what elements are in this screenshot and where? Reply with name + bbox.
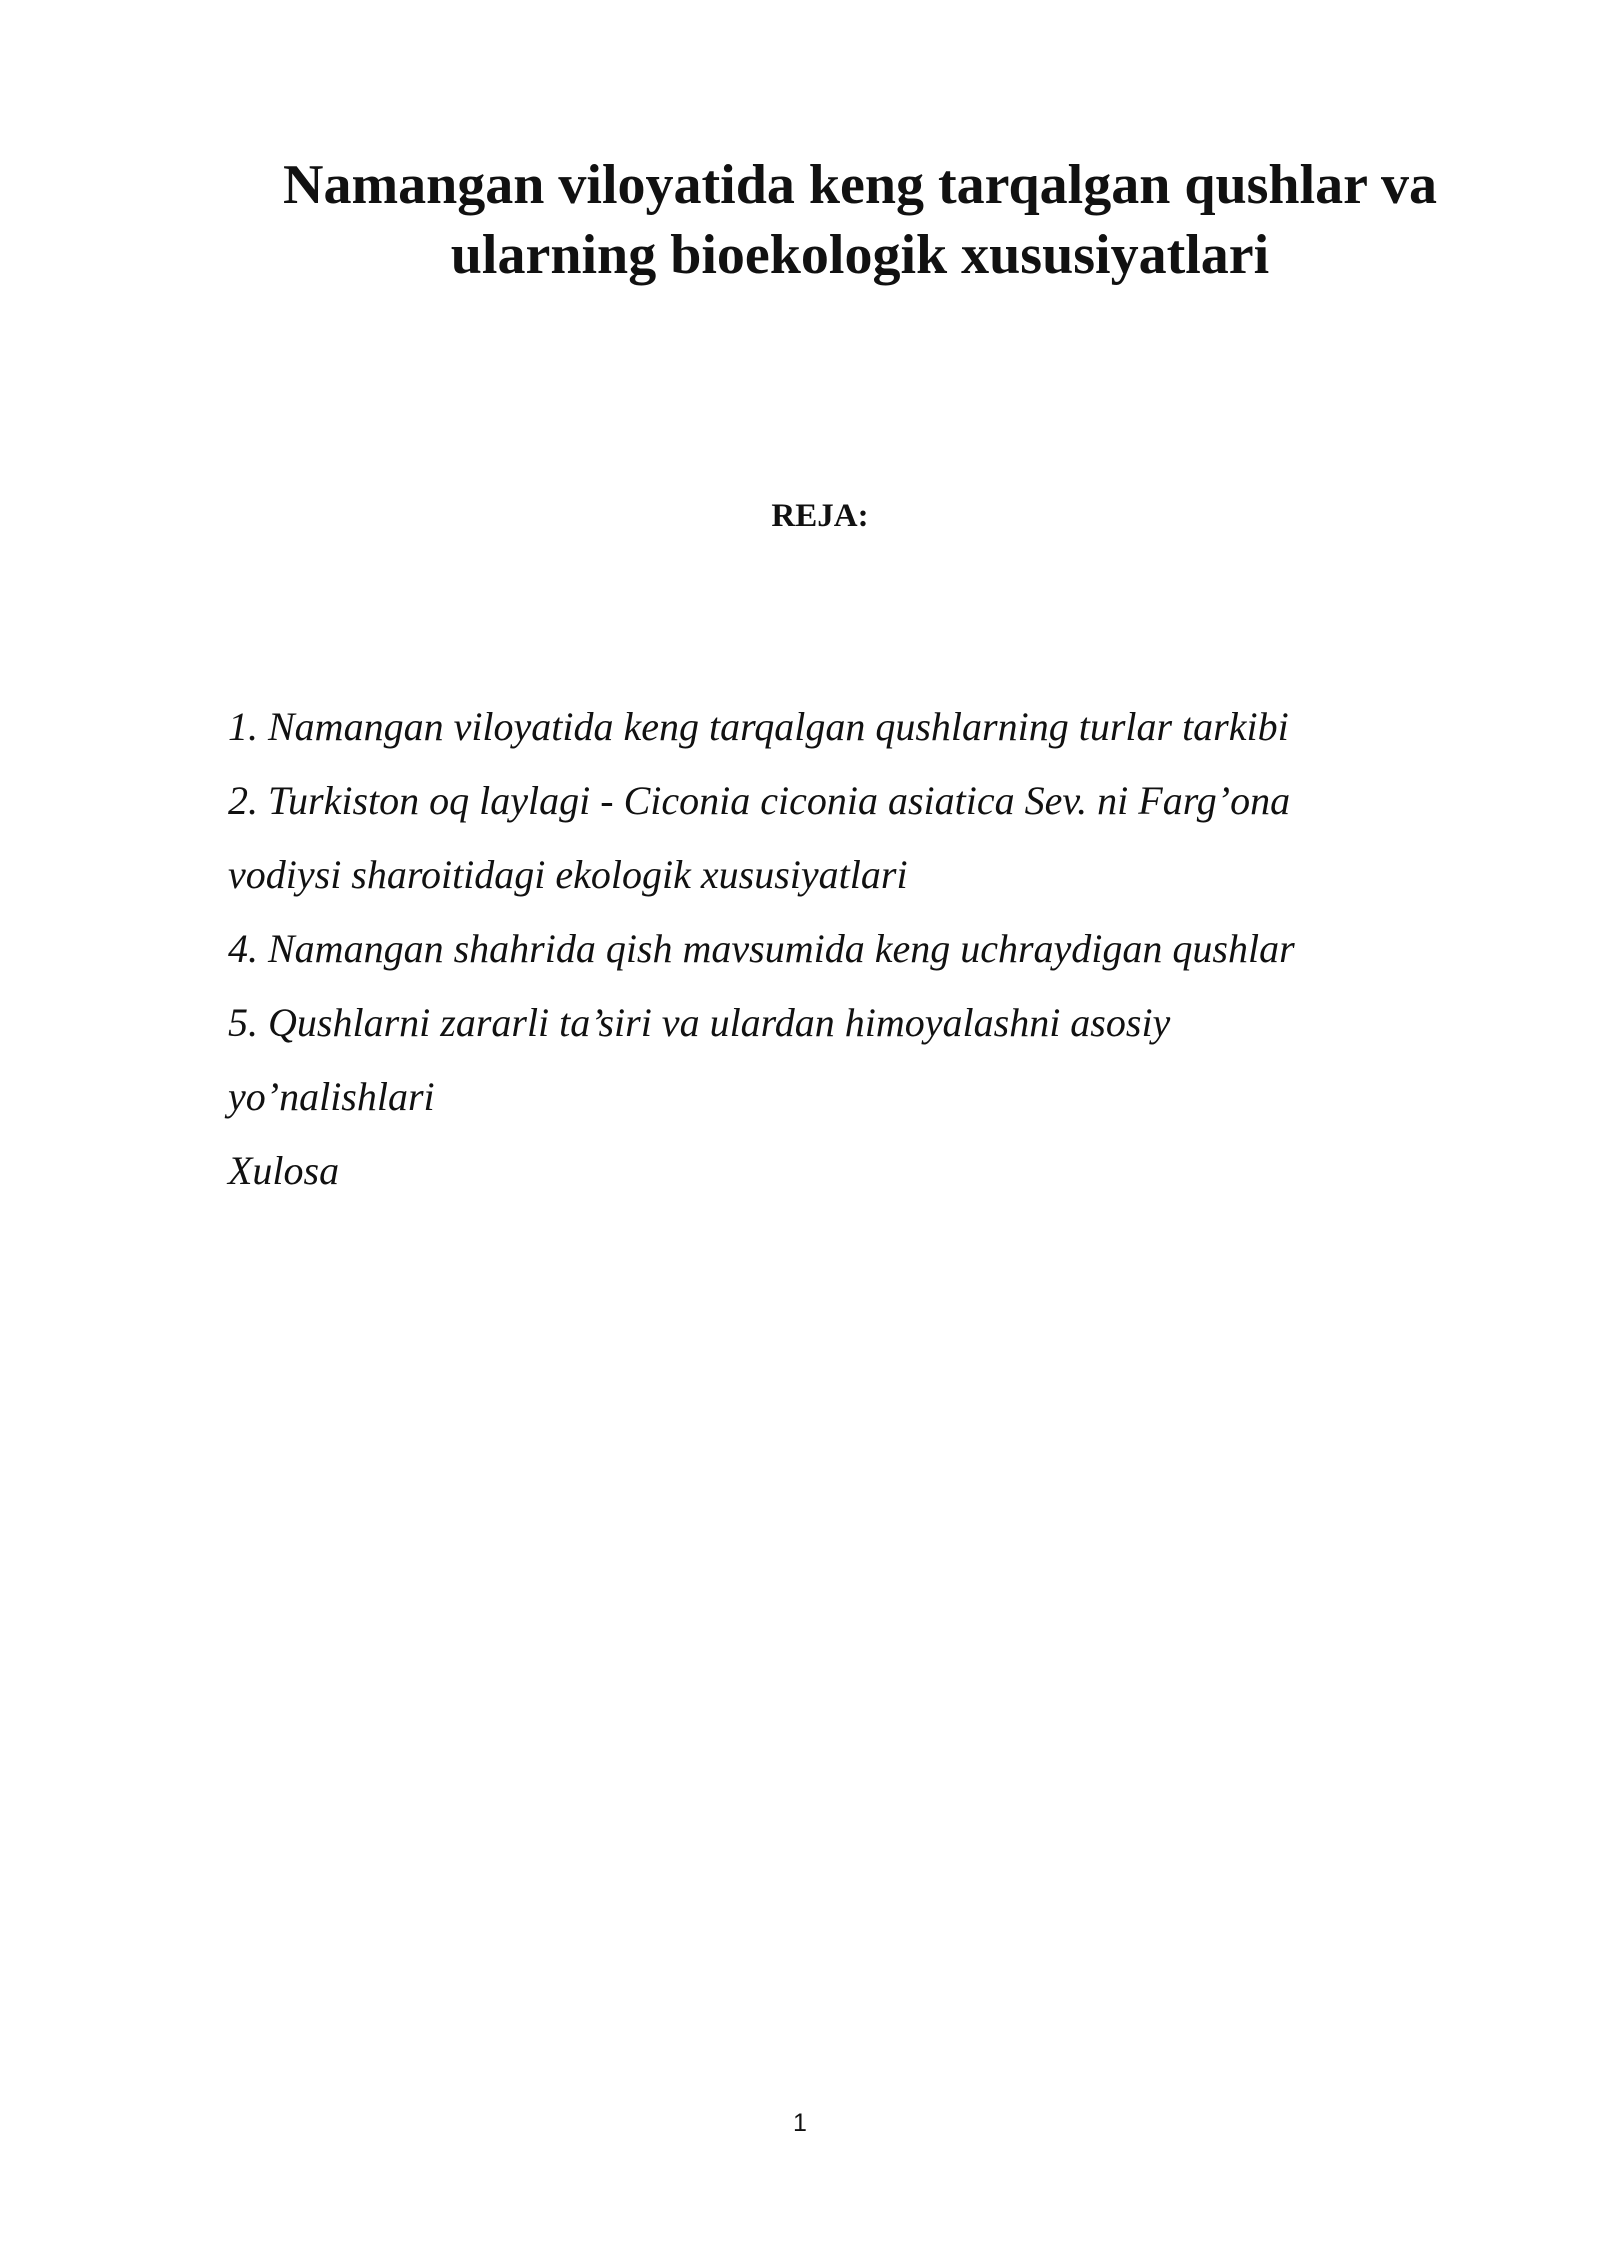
plan-heading: REJA: <box>771 498 869 534</box>
plan-line-7: Xulosa <box>228 1148 340 1193</box>
plan-list <box>228 690 1408 1208</box>
plan-line-6: yo’nalishlari <box>228 1074 435 1119</box>
plan-line-5: 5. Qushlarni zararli ta’siri va ulardan himoyalashni asosiy <box>228 1000 1171 1045</box>
plan-line-1: 1. Namangan viloyatida keng tarqalgan qushlarning turlar tarkibi <box>228 704 1289 749</box>
document-title-line-1: Namangan viloyatida keng tarqalgan qushlar va <box>283 154 1437 216</box>
plan-line-2: 2. Turkiston oq laylagi - Ciconia ciconia asiatica Sev. ni Farg’ona <box>228 778 1291 823</box>
page-number: 1 <box>793 2109 807 2137</box>
plan-line-3: vodiysi sharoitidagi ekologik xususiyatlari <box>228 852 908 897</box>
document-title-line-2: ularning bioekologik xususiyatlari <box>450 224 1270 286</box>
document-title <box>230 150 1490 290</box>
plan-line-4: 4. Namangan shahrida qish mavsumida keng uchraydigan qushlar <box>228 926 1295 971</box>
